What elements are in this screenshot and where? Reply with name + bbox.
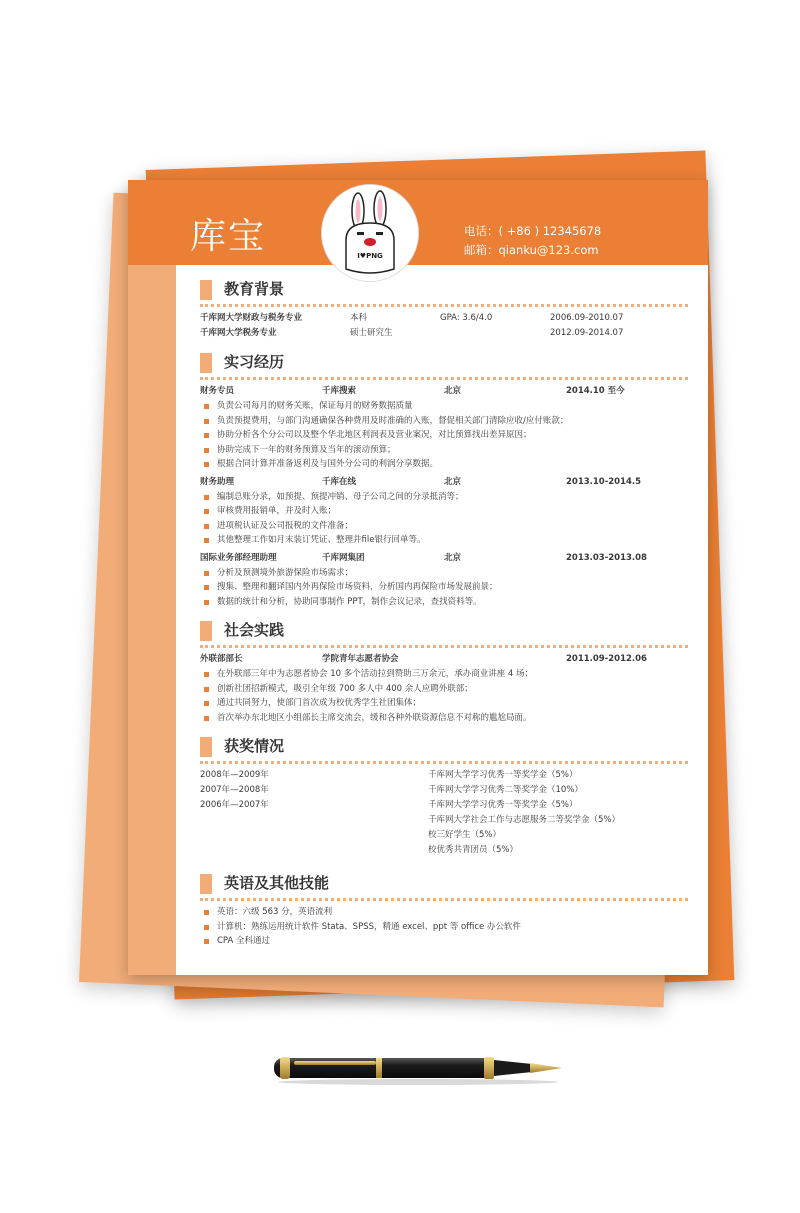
award-item: 千库网大学学习优秀二等奖学金（10%） <box>428 785 583 795</box>
list-item: 负责预提费用，与部门沟通确保各种费用及时准确的入账，督促相关部门清除应收/应付账款； <box>200 414 688 429</box>
dotted-divider <box>200 761 688 764</box>
job-period: 2013.03-2013.08 <box>566 552 647 563</box>
job-period: 2013.10-2014.5 <box>566 476 642 487</box>
job-role: 财务助理 <box>200 476 235 487</box>
job-company: 千库搜索 <box>322 386 357 396</box>
list-item: 协助完成下一年的财务预算及当年的滚动预算； <box>200 443 688 458</box>
email-text: 邮箱：qianku@123.com <box>464 243 599 257</box>
period: 2006.09-2010.07 <box>550 313 624 323</box>
awards-years <box>200 768 428 858</box>
section-social <box>200 617 688 643</box>
list-item: 根据合同计算并准备返利及与国外分公司的利润分享数据。 <box>200 457 688 472</box>
award-item: 千库网大学学习优秀一等奖学金（5%） <box>428 800 578 810</box>
resume-name: 库宝 <box>190 216 267 257</box>
job-city: 北京 <box>444 386 462 396</box>
award-item: 千库网大学学习优秀一等奖学金（5%） <box>428 770 578 780</box>
social-header <box>200 652 688 667</box>
section-title: 获奖情况 <box>224 737 285 755</box>
list-item: 在外联部三年中为志愿者协会 10 多个活动拉到赞助三万余元，承办商业讲座 4 场； <box>200 667 688 682</box>
job-period: 2014.10 至今 <box>566 386 625 396</box>
list-item: 其他整理工作如月末装订凭证、整理并file银行回单等。 <box>200 533 688 548</box>
period: 2012.09-2014.07 <box>550 328 624 338</box>
section-marker <box>200 621 212 641</box>
social-role: 外联部部长 <box>200 654 243 664</box>
gpa <box>440 326 550 341</box>
fountain-pen-icon <box>272 1052 564 1086</box>
job-role: 财务专员 <box>200 386 235 396</box>
award-item: 千库网大学社会工作与志愿服务二等奖学金（5%） <box>428 815 620 825</box>
list-item: 编制总账分录，如预提、预提冲销、母子公司之间的分录抵消等； <box>200 490 688 505</box>
award-year: 2006年—2007年 <box>200 800 269 810</box>
list-item: 协助分析各个分公司以及整个华北地区利润表及营业案况，对比预算找出差异原因； <box>200 428 688 443</box>
dotted-divider <box>200 898 688 901</box>
section-marker <box>200 874 212 894</box>
list-item: CPA 全科通过 <box>200 934 688 949</box>
phone-text: 电话：( +86 ) 12345678 <box>464 224 602 238</box>
job-role: 国际业务部经理助理 <box>200 552 277 563</box>
left-accent-strip <box>128 265 176 975</box>
dotted-divider <box>200 377 688 380</box>
avatar-label: I♥PNG <box>357 252 383 260</box>
section-marker <box>200 280 212 300</box>
award-item: 校优秀共青团员（5%） <box>428 845 518 855</box>
awards-table <box>200 768 688 858</box>
section-title: 英语及其他技能 <box>224 874 330 892</box>
list-item: 创新社团招新模式，吸引全年级 700 多人中 400 余人应聘外联部； <box>200 682 688 697</box>
awards-list <box>428 768 620 858</box>
section-awards <box>200 733 688 759</box>
list-item: 数据的统计和分析，协助同事制作 PPT，制作会议记录，查找资料等。 <box>200 595 688 610</box>
job-city: 北京 <box>444 552 462 563</box>
job-city: 北京 <box>444 476 462 487</box>
list-item: 英语：六级 563 分，英语流利 <box>200 905 688 920</box>
award-year: 2008年—2009年 <box>200 770 269 780</box>
section-marker <box>200 353 212 373</box>
job-header <box>200 551 688 566</box>
school-name: 千库网大学税务专业 <box>200 328 277 338</box>
job-company: 千库在线 <box>322 476 357 487</box>
job-header <box>200 384 688 399</box>
list-item: 审核费用报销单，并及时入账； <box>200 504 688 519</box>
education-row <box>200 326 688 341</box>
resume-sheet <box>128 180 708 975</box>
dotted-divider <box>200 304 688 307</box>
resume-header <box>128 180 708 265</box>
dotted-divider <box>200 645 688 648</box>
award-year: 2007年—2008年 <box>200 785 269 795</box>
school-name: 千库网大学财政与税务专业 <box>200 313 303 323</box>
rabbit-avatar-icon <box>322 185 418 281</box>
list-item: 分析及预测境外旅游保险市场需求； <box>200 566 688 581</box>
list-item: 首次举办东北地区小组部长主席交流会，缓和各种外联资源信息不对称的尴尬局面。 <box>200 711 688 726</box>
social-org: 学院青年志愿者协会 <box>322 654 399 664</box>
section-title: 社会实践 <box>224 621 285 639</box>
degree: 本科 <box>350 313 368 323</box>
resume-content <box>200 272 688 949</box>
section-internship <box>200 349 688 375</box>
avatar <box>322 185 418 281</box>
degree: 硕士研究生 <box>350 328 393 338</box>
education-row <box>200 311 688 326</box>
list-item: 计算机：熟练运用统计软件 Stata、SPSS，精通 excel、ppt 等 office 办公软件 <box>200 920 688 935</box>
list-item: 通过共同努力，使部门首次成为校优秀学生社团集体； <box>200 696 688 711</box>
list-item: 进项税认证及公司报税的文件准备； <box>200 519 688 534</box>
section-skills <box>200 870 688 896</box>
award-item: 校三好学生（5%） <box>428 830 501 840</box>
gpa: GPA: 3.6/4.0 <box>440 313 493 323</box>
contact-info <box>464 222 601 260</box>
section-title: 教育背景 <box>224 280 285 298</box>
social-period: 2011.09-2012.06 <box>566 654 647 664</box>
list-item: 负责公司每月的财务关账，保证每月的财务数据质量 <box>200 399 688 414</box>
section-title: 实习经历 <box>224 353 285 371</box>
list-item: 搜集、整理和翻译国内外再保险市场资料，分析国内再保险市场发展前景； <box>200 580 688 595</box>
section-marker <box>200 737 212 757</box>
job-company: 千库网集团 <box>322 552 365 563</box>
job-header <box>200 475 688 490</box>
section-education <box>200 276 688 302</box>
